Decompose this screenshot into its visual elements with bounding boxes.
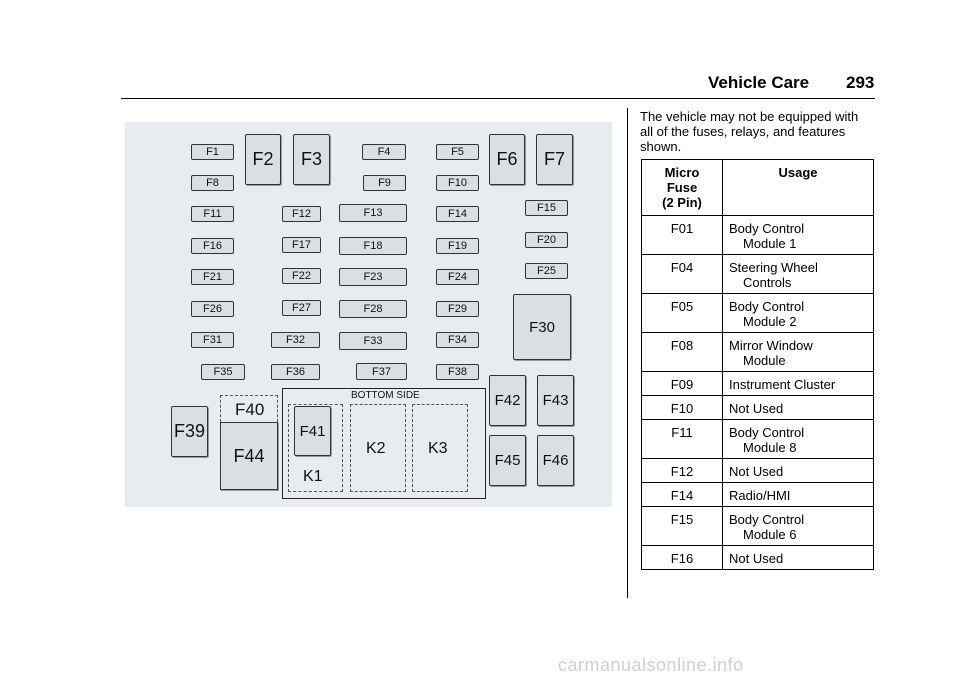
column-header-usage: Usage — [723, 160, 874, 216]
fuse-f10: F10 — [436, 175, 479, 191]
fuse-f11: F11 — [191, 206, 234, 222]
fuse-f15: F15 — [525, 200, 568, 216]
fuse-f46: F46 — [537, 435, 574, 486]
table-row — [642, 372, 874, 396]
fuse-f7: F7 — [536, 134, 573, 185]
fuse-f8: F8 — [191, 175, 234, 191]
fuse-f30: F30 — [513, 294, 571, 360]
column-header-fuse — [642, 160, 723, 216]
usage-line: Module 6 — [743, 527, 797, 542]
fuse-f29: F29 — [436, 301, 479, 317]
fuse-f16: F16 — [191, 238, 234, 254]
header-line: (2 Pin) — [662, 195, 702, 210]
usage-cell — [723, 483, 874, 507]
fuse-id-cell: F11 — [642, 420, 723, 459]
fuse-f26: F26 — [191, 301, 234, 317]
usage-cell — [723, 294, 874, 333]
usage-cell — [723, 372, 874, 396]
fuse-id-cell: F04 — [642, 255, 723, 294]
table-row — [642, 507, 874, 546]
fuse-f32: F32 — [271, 332, 320, 348]
usage-line: Controls — [743, 275, 792, 290]
fuse-f21: F21 — [191, 269, 234, 285]
table-row — [642, 546, 874, 570]
usage-cell — [723, 333, 874, 372]
fuse-f34: F34 — [436, 332, 479, 348]
fuse-f9: F9 — [363, 175, 406, 191]
fuse-id-cell: F10 — [642, 396, 723, 420]
usage-cell — [723, 216, 874, 255]
column-divider — [627, 108, 628, 598]
header-divider — [121, 98, 875, 99]
fuse-f38: F38 — [436, 364, 479, 380]
table-row — [642, 333, 874, 372]
section-title: Vehicle Care — [708, 73, 810, 92]
fuse-id-cell: F12 — [642, 459, 723, 483]
fuse-id-cell: F15 — [642, 507, 723, 546]
usage-cell — [723, 546, 874, 570]
usage-cell — [723, 255, 874, 294]
fuse-f3: F3 — [293, 134, 330, 185]
table-row — [642, 459, 874, 483]
table-row — [642, 483, 874, 507]
header-line: Micro — [664, 165, 700, 180]
fuse-f12: F12 — [282, 206, 321, 222]
fuse-f18: F18 — [339, 237, 407, 255]
usage-line: Body Control — [729, 425, 805, 440]
usage-line: Module — [743, 353, 786, 368]
fuse-id-cell: F14 — [642, 483, 723, 507]
usage-cell — [723, 420, 874, 459]
fuse-id-cell: F01 — [642, 216, 723, 255]
fuse-f36: F36 — [271, 364, 320, 380]
fuse-f44: F44 — [220, 422, 278, 490]
fuse-f14: F14 — [436, 206, 479, 222]
bottom-side-label: BOTTOM SIDE — [351, 390, 420, 401]
fuse-f23: F23 — [339, 268, 407, 286]
table-row — [642, 255, 874, 294]
fuse-f13: F13 — [339, 204, 407, 222]
usage-line: Not Used — [729, 551, 784, 566]
fuse-f28: F28 — [339, 300, 407, 318]
fuse-id-cell: F08 — [642, 333, 723, 372]
fuse-f35: F35 — [201, 364, 245, 380]
usage-line: Body Control — [729, 221, 805, 236]
header-line: Fuse — [666, 180, 698, 195]
relay-k3: K3 — [428, 440, 448, 457]
fuse-f6: F6 — [489, 134, 525, 185]
fuse-f25: F25 — [525, 263, 568, 279]
usage-line: Not Used — [729, 464, 784, 479]
fuse-f41: F41 — [294, 406, 331, 456]
usage-line: Module 8 — [743, 440, 797, 455]
usage-cell — [723, 396, 874, 420]
fuse-id-cell: F16 — [642, 546, 723, 570]
fuse-f45: F45 — [489, 435, 526, 486]
usage-line: Body Control — [729, 299, 805, 314]
fuse-f17: F17 — [282, 237, 321, 253]
usage-line: Body Control — [729, 512, 805, 527]
fuse-f43: F43 — [537, 375, 574, 426]
table-row — [642, 294, 874, 333]
intro-paragraph: The vehicle may not be equipped with all of the fuses, relays, and features shown. — [640, 109, 859, 154]
fuse-f1: F1 — [191, 144, 234, 160]
usage-line: Mirror Window — [729, 338, 813, 353]
fuse-f40: F40 — [235, 400, 265, 419]
fuse-f22: F22 — [282, 268, 321, 284]
fuse-f42: F42 — [489, 375, 526, 426]
usage-line: Module 1 — [743, 236, 797, 251]
usage-line: Radio/HMI — [729, 488, 791, 503]
table-row — [642, 216, 874, 255]
fuse-f33: F33 — [339, 332, 407, 350]
fuse-usage-table — [641, 159, 874, 570]
fuse-f27: F27 — [282, 300, 321, 316]
table-row — [642, 420, 874, 459]
fuse-id-cell: F09 — [642, 372, 723, 396]
fuse-f5: F5 — [436, 144, 479, 160]
fuse-f31: F31 — [191, 332, 234, 348]
usage-line: Not Used — [729, 401, 784, 416]
fuse-block-diagram — [125, 122, 612, 507]
fuse-f19: F19 — [436, 238, 479, 254]
relay-k1: K1 — [303, 468, 323, 485]
fuse-f39: F39 — [171, 406, 208, 457]
fuse-f4: F4 — [362, 144, 406, 160]
table-row — [642, 396, 874, 420]
usage-cell — [723, 459, 874, 483]
fuse-f24: F24 — [436, 269, 479, 285]
watermark: carmanualsonline.info — [558, 655, 744, 675]
fuse-f20: F20 — [525, 232, 568, 248]
usage-line: Module 2 — [743, 314, 797, 329]
page-number: 293 — [846, 73, 875, 92]
relay-k2: K2 — [366, 440, 386, 457]
fuse-f37: F37 — [356, 363, 407, 380]
usage-cell — [723, 507, 874, 546]
usage-line: Steering Wheel — [729, 260, 818, 275]
fuse-id-cell: F05 — [642, 294, 723, 333]
fuse-f2: F2 — [245, 134, 281, 185]
table-header-row — [642, 160, 874, 216]
usage-line: Instrument Cluster — [729, 377, 836, 392]
